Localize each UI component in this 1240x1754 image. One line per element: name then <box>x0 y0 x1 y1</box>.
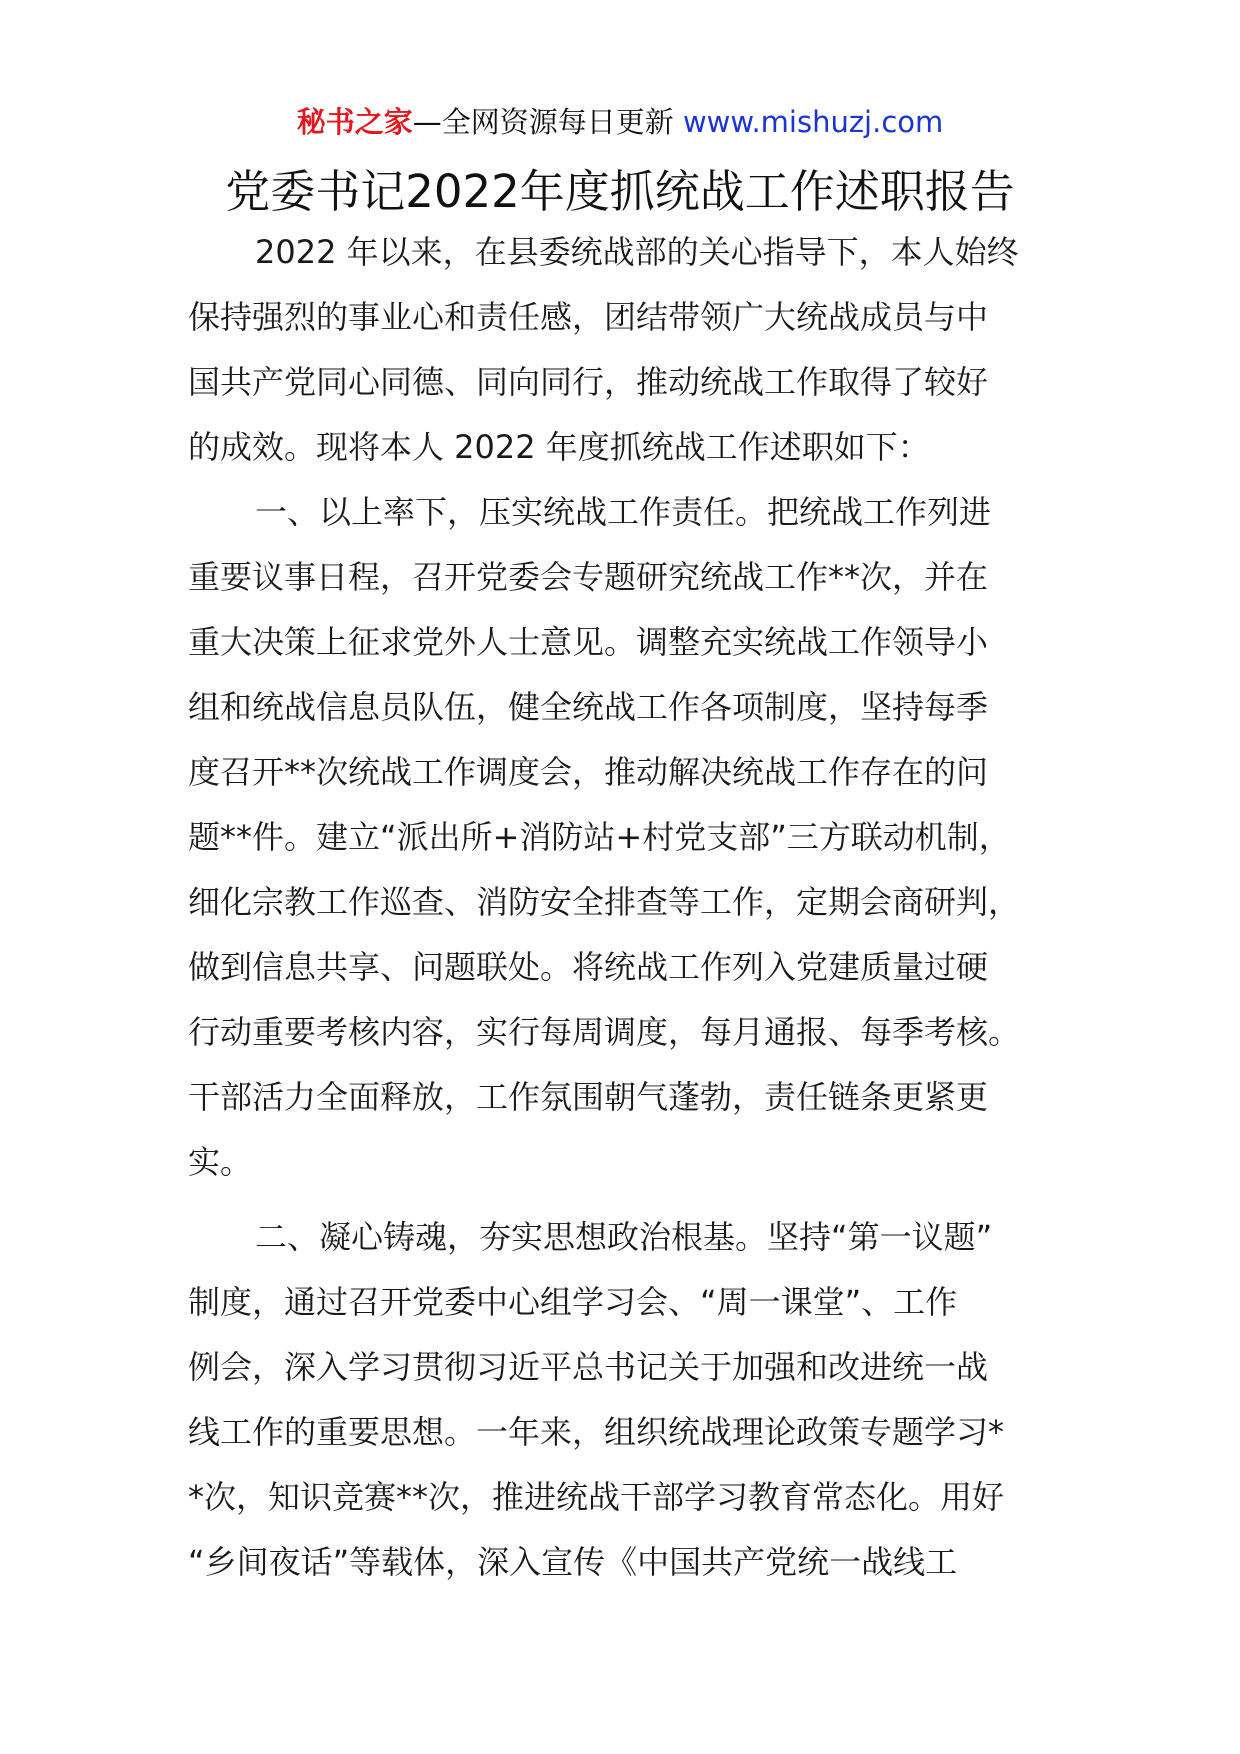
text-line: 度召开**次统战工作调度会，推动解决统战工作存在的问 <box>188 753 989 791</box>
text-line: *次，知识竞赛**次，推进统战干部学习教育常态化。用好 <box>188 1478 1005 1516</box>
text-line: 国共产党同心同德、同向同行，推动统战工作取得了较好 <box>188 363 989 401</box>
text-line: 重要议事日程，召开党委会专题研究统战工作**次，并在 <box>188 558 989 596</box>
text-line: 组和统战信息员队伍，健全统战工作各项制度，坚持每季 <box>188 688 989 726</box>
section-heading-line: 一、以上率下，压实统战工作责任。把统战工作列进 <box>255 493 992 531</box>
text-line: 实。 <box>188 1143 253 1181</box>
text-line: 行动重要考核内容，实行每周调度，每月通报、每季考核。 <box>188 1013 1021 1051</box>
text-line: 细化宗教工作巡查、消防安全排查等工作，定期会商研判， <box>188 883 1021 921</box>
text-line: 例会，深入学习贯彻习近平总书记关于加强和改进统一战 <box>188 1348 989 1386</box>
text-line: 重大决策上征求党外人士意见。调整充实统战工作领导小 <box>188 623 989 661</box>
document-title: 党委书记2022年度抓统战工作述职报告 <box>225 165 1015 218</box>
text-line: 做到信息共享、问题联处。将统战工作列入党建质量过硬 <box>188 948 989 986</box>
text-line: 线工作的重要思想。一年来，组织统战理论政策专题学习* <box>188 1413 1005 1451</box>
text-line: 的成效。现将本人 2022 年度抓统战工作述职如下： <box>188 428 930 466</box>
text-line: 2022 年以来，在县委统战部的关心指导下，本人始终 <box>255 233 1019 271</box>
site-brand: 秘书之家 <box>296 105 413 139</box>
site-header <box>0 102 1240 142</box>
text-line: 题**件。建立“派出所+消防站+村党支部”三方联动机制， <box>188 818 1011 856</box>
text-line: 干部活力全面释放，工作氛围朝气蓬勃，责任链条更紧更 <box>188 1078 989 1116</box>
site-url-link[interactable]: www.mishuzj.com <box>682 105 944 139</box>
text-line: 保持强烈的事业心和责任感，团结带领广大统战成员与中 <box>188 298 989 336</box>
text-line: “乡间夜话”等载体，深入宣传《中国共产党统一战线工 <box>188 1543 958 1581</box>
document-body <box>188 232 1048 1607</box>
section-heading-line: 二、凝心铸魂，夯实思想政治根基。坚持“第一议题” <box>255 1218 993 1256</box>
site-tagline: —全网资源每日更新 <box>412 105 674 139</box>
text-line: 制度，通过召开党委中心组学习会、“周一课堂”、工作 <box>188 1283 958 1321</box>
